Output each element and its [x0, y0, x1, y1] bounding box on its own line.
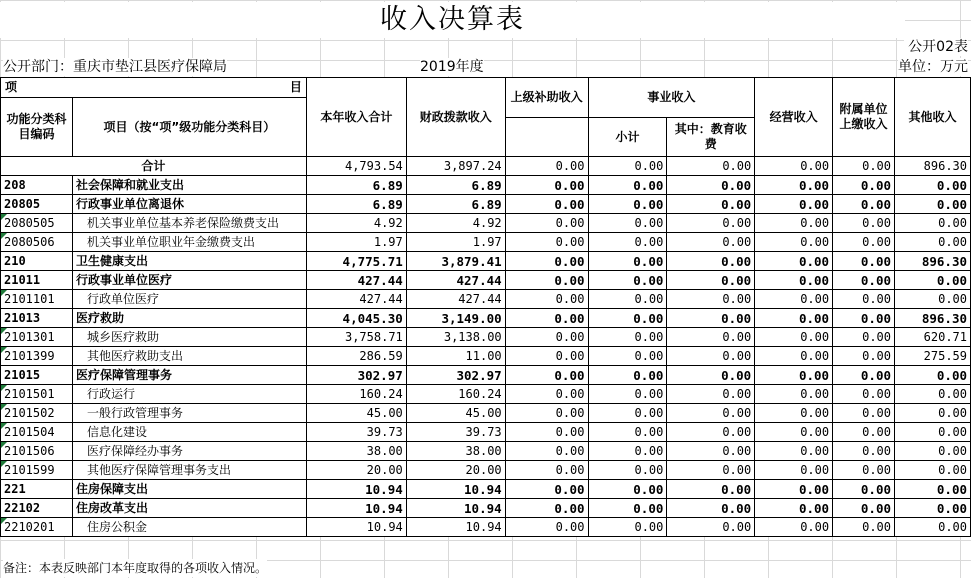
row-other: 620.71 — [895, 328, 971, 347]
row-edu: 0.00 — [667, 214, 755, 233]
row-operating: 0.00 — [755, 252, 833, 271]
row-edu: 0.00 — [667, 442, 755, 461]
row-subtotal: 0.00 — [588, 290, 667, 309]
row-affiliate: 0.00 — [833, 271, 895, 290]
sum-other: 896.30 — [895, 157, 971, 176]
header-item: 项目（按“项”级功能分类科目） — [72, 98, 306, 157]
row-affiliate: 0.00 — [833, 461, 895, 480]
table-row — [1, 366, 971, 385]
row-operating: 0.00 — [755, 461, 833, 480]
row-total: 4.92 — [306, 214, 406, 233]
row-code: 2101502 — [1, 404, 73, 423]
row-other: 0.00 — [895, 404, 971, 423]
row-edu: 0.00 — [667, 176, 755, 195]
row-total: 4,775.71 — [306, 252, 406, 271]
row-affiliate: 0.00 — [833, 499, 895, 518]
row-subtotal: 0.00 — [588, 271, 667, 290]
row-subtotal: 0.00 — [588, 461, 667, 480]
table-row — [1, 290, 971, 309]
row-fiscal: 427.44 — [406, 290, 505, 309]
row-superior: 0.00 — [505, 328, 588, 347]
row-superior: 0.00 — [505, 233, 588, 252]
row-edu: 0.00 — [667, 271, 755, 290]
row-item-name: 机关事业单位职业年金缴费支出 — [72, 233, 306, 252]
row-item-name: 行政运行 — [72, 385, 306, 404]
row-operating: 0.00 — [755, 480, 833, 499]
table-row — [1, 214, 971, 233]
row-superior: 0.00 — [505, 423, 588, 442]
header-subtotal: 小计 — [588, 118, 667, 157]
row-edu: 0.00 — [667, 366, 755, 385]
row-superior: 0.00 — [505, 347, 588, 366]
table-row — [1, 233, 971, 252]
header-operating: 经营收入 — [755, 78, 833, 157]
row-total: 3,758.71 — [306, 328, 406, 347]
row-code: 20805 — [1, 195, 73, 214]
table-row — [1, 347, 971, 366]
row-total: 10.94 — [306, 518, 406, 537]
row-other: 0.00 — [895, 366, 971, 385]
row-operating: 0.00 — [755, 271, 833, 290]
row-superior: 0.00 — [505, 271, 588, 290]
row-total: 286.59 — [306, 347, 406, 366]
row-fiscal: 6.89 — [406, 195, 505, 214]
row-edu: 0.00 — [667, 347, 755, 366]
row-operating: 0.00 — [755, 214, 833, 233]
sum-superior: 0.00 — [505, 157, 588, 176]
row-other: 275.59 — [895, 347, 971, 366]
row-fiscal: 11.00 — [406, 347, 505, 366]
row-affiliate: 0.00 — [833, 214, 895, 233]
row-superior: 0.00 — [505, 499, 588, 518]
row-item-name: 一般行政管理事务 — [72, 404, 306, 423]
sum-row — [1, 157, 971, 176]
row-item-name: 机关事业单位基本养老保险缴费支出 — [72, 214, 306, 233]
row-edu: 0.00 — [667, 499, 755, 518]
row-other: 0.00 — [895, 271, 971, 290]
row-total: 4,045.30 — [306, 309, 406, 328]
header-mu: 目 — [289, 80, 302, 94]
row-edu: 0.00 — [667, 309, 755, 328]
row-fiscal: 39.73 — [406, 423, 505, 442]
row-operating: 0.00 — [755, 423, 833, 442]
row-subtotal: 0.00 — [588, 252, 667, 271]
row-other: 0.00 — [895, 195, 971, 214]
row-item-name: 医疗保障经办事务 — [72, 442, 306, 461]
row-subtotal: 0.00 — [588, 518, 667, 537]
row-affiliate: 0.00 — [833, 404, 895, 423]
row-operating: 0.00 — [755, 195, 833, 214]
unit-label: 单位：万元 — [898, 59, 968, 75]
table-row — [1, 252, 971, 271]
row-fiscal: 10.94 — [406, 499, 505, 518]
row-total: 302.97 — [306, 366, 406, 385]
row-operating: 0.00 — [755, 233, 833, 252]
header-code: 功能分类科目编码 — [1, 98, 73, 157]
row-fiscal: 6.89 — [406, 176, 505, 195]
row-operating: 0.00 — [755, 499, 833, 518]
row-code: 2101501 — [1, 385, 73, 404]
row-fiscal: 4.92 — [406, 214, 505, 233]
row-affiliate: 0.00 — [833, 385, 895, 404]
row-superior: 0.00 — [505, 404, 588, 423]
row-operating: 0.00 — [755, 176, 833, 195]
table-body — [1, 157, 971, 537]
row-total: 10.94 — [306, 480, 406, 499]
row-affiliate: 0.00 — [833, 347, 895, 366]
row-superior: 0.00 — [505, 309, 588, 328]
page-title: 收入决算表 — [0, 2, 905, 38]
row-affiliate: 0.00 — [833, 252, 895, 271]
row-item-name: 行政单位医疗 — [72, 290, 306, 309]
row-total: 427.44 — [306, 271, 406, 290]
row-code: 21015 — [1, 366, 73, 385]
table-row — [1, 195, 971, 214]
row-superior: 0.00 — [505, 176, 588, 195]
row-subtotal: 0.00 — [588, 328, 667, 347]
row-subtotal: 0.00 — [588, 347, 667, 366]
row-superior: 0.00 — [505, 480, 588, 499]
header-edu: 其中：教育收费 — [667, 118, 755, 157]
row-edu: 0.00 — [667, 328, 755, 347]
row-fiscal: 160.24 — [406, 385, 505, 404]
row-superior: 0.00 — [505, 442, 588, 461]
form-number: 公开02表 — [904, 38, 968, 56]
row-item-name: 其他医疗保障管理事务支出 — [72, 461, 306, 480]
row-operating: 0.00 — [755, 518, 833, 537]
row-fiscal: 45.00 — [406, 404, 505, 423]
row-fiscal: 10.94 — [406, 518, 505, 537]
row-code: 2101101 — [1, 290, 73, 309]
row-operating: 0.00 — [755, 442, 833, 461]
row-other: 896.30 — [895, 309, 971, 328]
row-total: 38.00 — [306, 442, 406, 461]
row-affiliate: 0.00 — [833, 423, 895, 442]
table-row — [1, 480, 971, 499]
row-item-name: 医疗保障管理事务 — [72, 366, 306, 385]
row-superior: 0.00 — [505, 195, 588, 214]
income-table — [0, 77, 971, 537]
row-subtotal: 0.00 — [588, 176, 667, 195]
row-subtotal: 0.00 — [588, 366, 667, 385]
header-total: 本年收入合计 — [306, 78, 406, 157]
row-subtotal: 0.00 — [588, 442, 667, 461]
sum-affiliate: 0.00 — [833, 157, 895, 176]
row-edu: 0.00 — [667, 518, 755, 537]
row-code: 21011 — [1, 271, 73, 290]
table-row — [1, 176, 971, 195]
row-affiliate: 0.00 — [833, 290, 895, 309]
row-affiliate: 0.00 — [833, 366, 895, 385]
table-row — [1, 461, 971, 480]
row-other: 0.00 — [895, 214, 971, 233]
row-other: 0.00 — [895, 480, 971, 499]
row-superior: 0.00 — [505, 461, 588, 480]
row-item-name: 其他医疗救助支出 — [72, 347, 306, 366]
row-affiliate: 0.00 — [833, 195, 895, 214]
row-subtotal: 0.00 — [588, 423, 667, 442]
row-edu: 0.00 — [667, 404, 755, 423]
table-row — [1, 423, 971, 442]
row-superior: 0.00 — [505, 366, 588, 385]
row-fiscal: 20.00 — [406, 461, 505, 480]
row-code: 2101599 — [1, 461, 73, 480]
header-superior-lower — [505, 118, 588, 157]
row-superior: 0.00 — [505, 290, 588, 309]
row-total: 6.89 — [306, 195, 406, 214]
row-code: 221 — [1, 480, 73, 499]
table-row — [1, 404, 971, 423]
row-edu: 0.00 — [667, 233, 755, 252]
row-edu: 0.00 — [667, 385, 755, 404]
row-subtotal: 0.00 — [588, 214, 667, 233]
row-subtotal: 0.00 — [588, 385, 667, 404]
table-row — [1, 271, 971, 290]
row-code: 2210201 — [1, 518, 73, 537]
row-other: 0.00 — [895, 423, 971, 442]
row-total: 427.44 — [306, 290, 406, 309]
row-total: 45.00 — [306, 404, 406, 423]
row-edu: 0.00 — [667, 290, 755, 309]
row-fiscal: 3,138.00 — [406, 328, 505, 347]
row-code: 22102 — [1, 499, 73, 518]
row-fiscal: 302.97 — [406, 366, 505, 385]
row-item-name: 住房改革支出 — [72, 499, 306, 518]
row-other: 0.00 — [895, 176, 971, 195]
row-operating: 0.00 — [755, 290, 833, 309]
row-code: 2101504 — [1, 423, 73, 442]
header-superior: 上级补助收入 — [505, 78, 588, 118]
row-total: 20.00 — [306, 461, 406, 480]
sum-edu: 0.00 — [667, 157, 755, 176]
row-fiscal: 10.94 — [406, 480, 505, 499]
row-subtotal: 0.00 — [588, 499, 667, 518]
row-subtotal: 0.00 — [588, 404, 667, 423]
header-xiang: 项 — [5, 80, 18, 94]
row-operating: 0.00 — [755, 404, 833, 423]
row-superior: 0.00 — [505, 214, 588, 233]
row-affiliate: 0.00 — [833, 518, 895, 537]
row-edu: 0.00 — [667, 461, 755, 480]
row-superior: 0.00 — [505, 252, 588, 271]
row-total: 10.94 — [306, 499, 406, 518]
row-affiliate: 0.00 — [833, 328, 895, 347]
header-xiangmu — [1, 78, 307, 98]
row-operating: 0.00 — [755, 347, 833, 366]
sum-total: 4,793.54 — [306, 157, 406, 176]
row-code: 2101399 — [1, 347, 73, 366]
row-other: 0.00 — [895, 290, 971, 309]
row-subtotal: 0.00 — [588, 480, 667, 499]
row-fiscal: 3,879.41 — [406, 252, 505, 271]
row-code: 210 — [1, 252, 73, 271]
row-other: 0.00 — [895, 442, 971, 461]
header-affiliate: 附属单位上缴收入 — [833, 78, 895, 157]
row-superior: 0.00 — [505, 385, 588, 404]
row-item-name: 住房公积金 — [72, 518, 306, 537]
table-row — [1, 518, 971, 537]
row-other: 0.00 — [895, 518, 971, 537]
header-other: 其他收入 — [895, 78, 971, 157]
row-item-name: 城乡医疗救助 — [72, 328, 306, 347]
row-code: 21013 — [1, 309, 73, 328]
row-other: 0.00 — [895, 461, 971, 480]
row-affiliate: 0.00 — [833, 176, 895, 195]
row-other: 0.00 — [895, 233, 971, 252]
table-row — [1, 328, 971, 347]
year-label: 2019年度 — [420, 59, 484, 75]
row-item-name: 社会保障和就业支出 — [72, 176, 306, 195]
table-row — [1, 385, 971, 404]
row-code: 208 — [1, 176, 73, 195]
row-edu: 0.00 — [667, 195, 755, 214]
row-code: 2101506 — [1, 442, 73, 461]
row-affiliate: 0.00 — [833, 309, 895, 328]
row-edu: 0.00 — [667, 480, 755, 499]
sum-fiscal: 3,897.24 — [406, 157, 505, 176]
row-fiscal: 1.97 — [406, 233, 505, 252]
row-superior: 0.00 — [505, 518, 588, 537]
row-other: 896.30 — [895, 252, 971, 271]
row-edu: 0.00 — [667, 252, 755, 271]
row-subtotal: 0.00 — [588, 233, 667, 252]
row-operating: 0.00 — [755, 328, 833, 347]
row-subtotal: 0.00 — [588, 195, 667, 214]
row-item-name: 住房保障支出 — [72, 480, 306, 499]
row-other: 0.00 — [895, 499, 971, 518]
row-total: 39.73 — [306, 423, 406, 442]
row-subtotal: 0.00 — [588, 309, 667, 328]
sum-subtotal: 0.00 — [588, 157, 667, 176]
row-other: 0.00 — [895, 385, 971, 404]
header-fiscal: 财政拨款收入 — [406, 78, 505, 157]
department-label: 公开部门：重庆市垫江县医疗保障局 — [3, 59, 227, 75]
row-affiliate: 0.00 — [833, 480, 895, 499]
row-affiliate: 0.00 — [833, 442, 895, 461]
row-code: 2080505 — [1, 214, 73, 233]
row-fiscal: 3,149.00 — [406, 309, 505, 328]
row-code: 2101301 — [1, 328, 73, 347]
row-total: 160.24 — [306, 385, 406, 404]
row-fiscal: 38.00 — [406, 442, 505, 461]
row-affiliate: 0.00 — [833, 233, 895, 252]
row-item-name: 信息化建设 — [72, 423, 306, 442]
row-operating: 0.00 — [755, 309, 833, 328]
sum-label: 合计 — [1, 157, 307, 176]
row-item-name: 行政事业单位医疗 — [72, 271, 306, 290]
row-operating: 0.00 — [755, 366, 833, 385]
table-row — [1, 499, 971, 518]
row-operating: 0.00 — [755, 385, 833, 404]
row-item-name: 行政事业单位离退休 — [72, 195, 306, 214]
table-row — [1, 442, 971, 461]
sum-operating: 0.00 — [755, 157, 833, 176]
row-code: 2080506 — [1, 233, 73, 252]
header-business: 事业收入 — [588, 78, 755, 118]
row-total: 6.89 — [306, 176, 406, 195]
row-fiscal: 427.44 — [406, 271, 505, 290]
table-row — [1, 309, 971, 328]
row-total: 1.97 — [306, 233, 406, 252]
footnote: 备注：本表反映部门本年度取得的各项收入情况。 — [3, 561, 268, 575]
row-item-name: 卫生健康支出 — [72, 252, 306, 271]
row-item-name: 医疗救助 — [72, 309, 306, 328]
row-edu: 0.00 — [667, 423, 755, 442]
